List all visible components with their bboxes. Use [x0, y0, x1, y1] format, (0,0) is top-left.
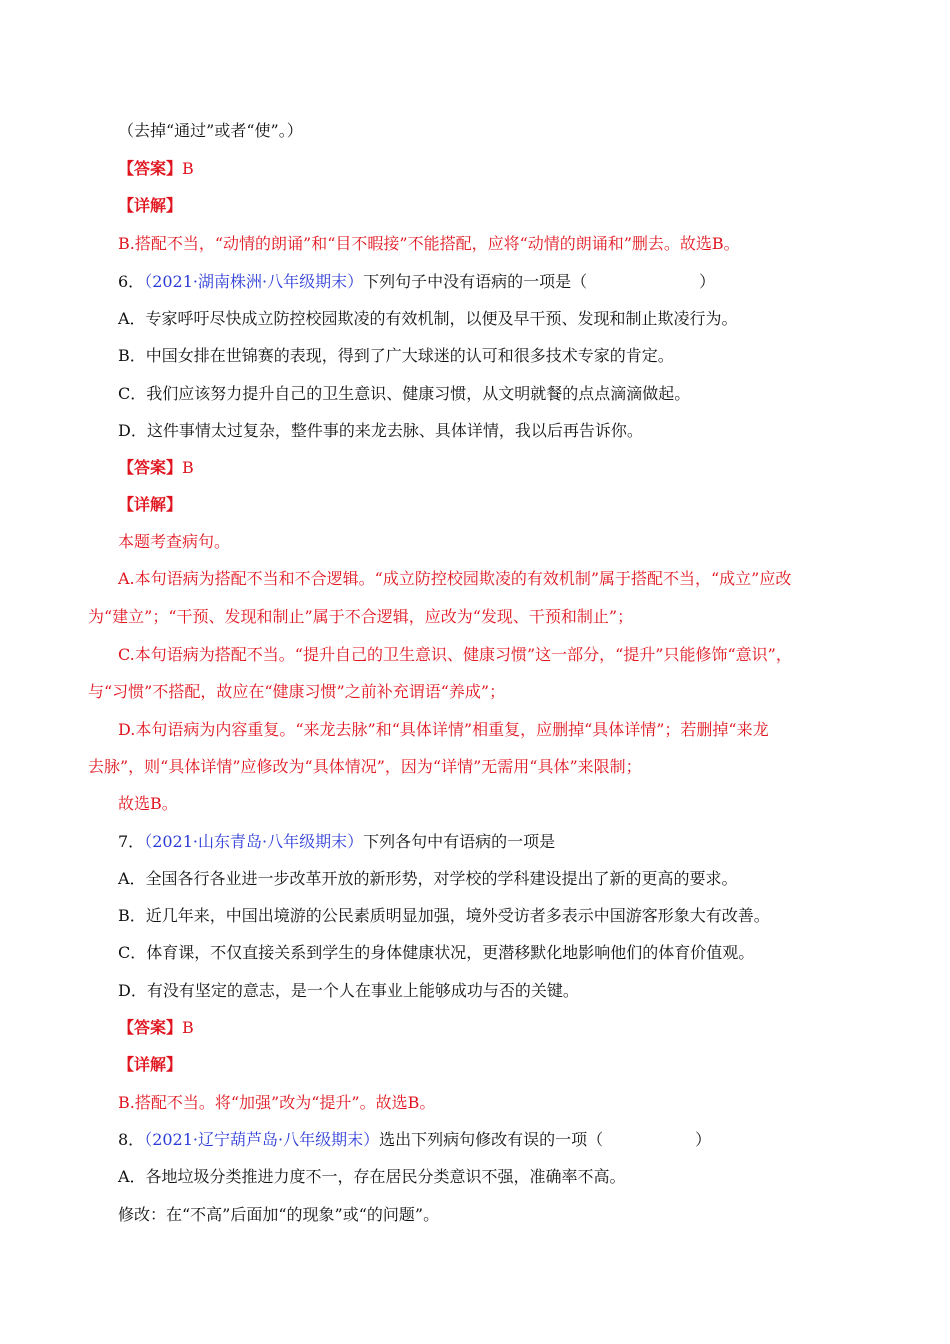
answer-label: 【答案】 — [118, 458, 183, 477]
question-source: （2021·湖南株洲·八年级期末） — [144, 272, 364, 291]
question-6-detail-label — [118, 495, 182, 515]
question-6-option-d: D．这件事情太过复杂，整件事的来龙去脉、具体详情，我以后再告诉你。 — [118, 421, 643, 440]
detail-label: 【详解】 — [118, 495, 183, 514]
previous-fix-note: （去掉“通过”或者“使”。） — [118, 121, 303, 140]
question-8-stem — [118, 1130, 711, 1150]
previous-detail-text: B.搭配不当，“动情的朗诵”和“目不暇接”不能搭配，应将“动情的朗诵和”删去。故选B。 — [118, 234, 740, 253]
question-source: （2021·辽宁葫芦岛·八年级期末） — [144, 1130, 380, 1149]
question-paren-close: ） — [695, 1130, 712, 1149]
question-number: 6． — [118, 272, 145, 291]
question-text: 下列句子中没有语病的一项是（ — [363, 272, 588, 291]
detail-label: 【详解】 — [118, 196, 183, 215]
question-8-option-a-fix: 修改：在“不高”后面加“的现象”或“的问题”。 — [118, 1205, 440, 1224]
question-6-detail-a-line1: A.本句语病为搭配不当和不合逻辑。“成立防控校园欺凌的有效机制”属于搭配不当，“成立”应改 — [118, 569, 792, 588]
question-6-detail-c-line1: C.本句语病为搭配不当。“提升自己的卫生意识、健康习惯”这一部分，“提升”只能修饰“意识”， — [118, 645, 792, 664]
question-6-detail-intro: 本题考查病句。 — [118, 532, 231, 551]
question-source: （2021·山东青岛·八年级期末） — [144, 832, 364, 851]
question-6-detail-c-line2: 与“习惯”不搭配，故应在“健康习惯”之前补充谓语“养成”； — [88, 682, 506, 701]
question-6-detail-d-line1: D.本句语病为内容重复。“来龙去脉”和“具体详情”相重复，应删掉“具体详情”；若删掉“来龙 — [118, 720, 769, 739]
question-6-option-a: A．专家呼吁尽快成立防控校园欺凌的有效机制，以便及早干预、发现和制止欺凌行为。 — [118, 309, 738, 328]
question-7-option-a: A．全国各行各业进一步改革开放的新形势，对学校的学科建设提出了新的更高的要求。 — [118, 869, 738, 888]
question-7-stem — [118, 832, 555, 852]
question-number: 8． — [118, 1130, 145, 1149]
question-text: 选出下列病句修改有误的一项（ — [379, 1130, 604, 1149]
answer-value: B — [182, 1018, 194, 1037]
answer-value: B — [182, 159, 194, 178]
question-7-answer — [118, 1018, 194, 1038]
question-7-option-c: C．体育课，不仅直接关系到学生的身体健康状况，更潜移默化地影响他们的体育价值观。 — [118, 943, 755, 962]
question-7-detail-label — [118, 1055, 182, 1075]
question-6-option-c: C．我们应该努力提升自己的卫生意识、健康习惯，从文明就餐的点点滴滴做起。 — [118, 384, 691, 403]
question-6-answer — [118, 458, 194, 478]
question-7-option-b: B．近几年来，中国出境游的公民素质明显加强，境外受访者多表示中国游客形象大有改善。 — [118, 906, 770, 925]
answer-value: B — [182, 458, 194, 477]
answer-label: 【答案】 — [118, 159, 183, 178]
question-6-detail-a-line2: 为“建立”；“干预、发现和制止”属于不合逻辑，应改为“发现、干预和制止”； — [88, 607, 634, 626]
question-6-detail-d-line2: 去脉”，则“具体详情”应修改为“具体情况”，因为“详情”无需用“具体”来限制； — [88, 757, 642, 776]
question-7-detail-text: B.搭配不当。将“加强”改为“提升”。故选B。 — [118, 1093, 436, 1112]
question-number: 7． — [118, 832, 145, 851]
question-6-stem — [118, 272, 715, 292]
previous-answer — [118, 159, 194, 179]
question-6-detail-conclusion: 故选B。 — [118, 794, 178, 813]
question-6-option-b: B．中国女排在世锦赛的表现，得到了广大球迷的认可和很多技术专家的肯定。 — [118, 346, 674, 365]
question-text: 下列各句中有语病的一项是 — [363, 832, 556, 851]
answer-label: 【答案】 — [118, 1018, 183, 1037]
question-paren-close: ） — [699, 272, 716, 291]
question-7-option-d: D．有没有坚定的意志，是一个人在事业上能够成功与否的关键。 — [118, 981, 579, 1000]
question-8-option-a: A．各地垃圾分类推进力度不一，存在居民分类意识不强，准确率不高。 — [118, 1167, 626, 1186]
previous-detail-label — [118, 196, 182, 216]
detail-label: 【详解】 — [118, 1055, 183, 1074]
